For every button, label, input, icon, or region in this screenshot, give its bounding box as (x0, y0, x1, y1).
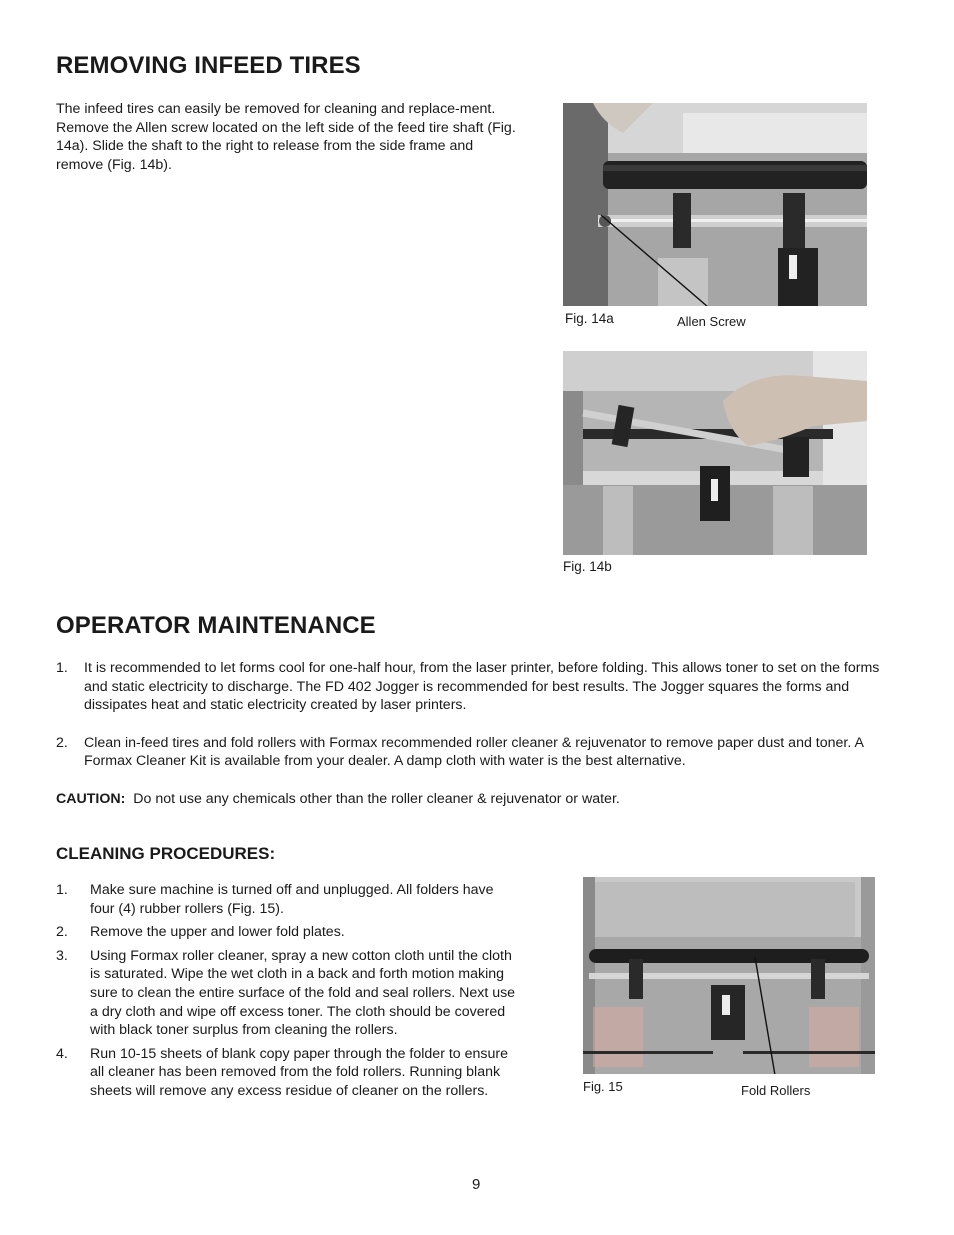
list-item-text: Make sure machine is turned off and unplugged. All folders have four (4) rubber rollers (Fig. 15). (90, 882, 494, 917)
list-item-text: Run 10-15 sheets of blank copy paper through the folder to ensure all cleaner has been removed from the fold rollers. Running blank sheets will remove any excess residue of cleaner on the rollers. (90, 1045, 509, 1099)
cleaning-procedures-title: CLEANING PROCEDURES: (56, 844, 276, 863)
list-item-number: 1. (56, 882, 68, 898)
fig-14a-photo (563, 103, 867, 306)
caution-label: CAUTION: (56, 791, 126, 807)
fig-15-photo (583, 877, 875, 1074)
list-item-number: 4. (56, 1045, 68, 1062)
fig-14b-caption: Fig. 14b (563, 559, 612, 574)
allen-screw-callout: Allen Screw (677, 314, 746, 329)
list-item-number: 1. (56, 660, 68, 676)
fig-14b-photo (563, 351, 867, 555)
list-item-text: Remove the upper and lower fold plates. (90, 924, 345, 941)
fig-15-caption: Fig. 15 (583, 1079, 623, 1094)
list-item (56, 923, 518, 942)
page-number: 9 (472, 1176, 481, 1193)
list-item-number: 2. (56, 734, 68, 751)
list-item (56, 947, 518, 1040)
caution-note (56, 790, 896, 809)
section-title-removing-infeed-tires: REMOVING INFEED TIRES (56, 52, 361, 79)
list-item-number: 3. (56, 947, 68, 964)
cleaning-procedures-list (56, 881, 518, 1106)
list-item (56, 734, 892, 771)
list-item-text: Using Formax roller cleaner, spray a new cotton cloth until the cloth is saturated. Wipe the wet cloth in a back and forth motion making sure to clean the entire surface of the fold and seal rollers. Next use a dry cloth and wipe off excess toner. The cloth should be covered with black toner surplus from cleaning the rollers. (90, 947, 516, 1039)
fig-14a-caption: Fig. 14a (565, 311, 614, 326)
list-item-text: Clean in-feed tires and fold rollers with Formax recommended roller cleaner & rejuvenator to remove paper dust and toner. A Formax Cleaner Kit is available from your dealer. A damp cloth with water is the best alternative. (84, 734, 864, 770)
fold-rollers-callout: Fold Rollers (741, 1083, 811, 1098)
list-item-number: 2. (56, 924, 68, 941)
list-item (56, 659, 892, 715)
maintenance-list (56, 659, 892, 790)
list-item-text: It is recommended to let forms cool for one-half hour, from the laser printer, before folding. This allows toner to set on the forms and static electricity to discharge. The FD 402 Jogger is recommended for best results. The Jogger squares the forms and dissipates heat and static electricity created by laser printers. (84, 660, 880, 714)
section-title-operator-maintenance: OPERATOR MAINTENANCE (56, 612, 376, 639)
list-item (56, 1045, 518, 1101)
caution-text: Do not use any chemicals other than the roller cleaner & rejuvenator or water. (133, 791, 620, 807)
infeed-tires-paragraph: The infeed tires can easily be removed for cleaning and replace-ment. Remove the Allen screw located on the left side of the feed tire shaft (Fig. 14a). Slide the shaft to the right to release from the side frame and remove (Fig. 14b). (56, 101, 516, 173)
list-item (56, 881, 518, 918)
